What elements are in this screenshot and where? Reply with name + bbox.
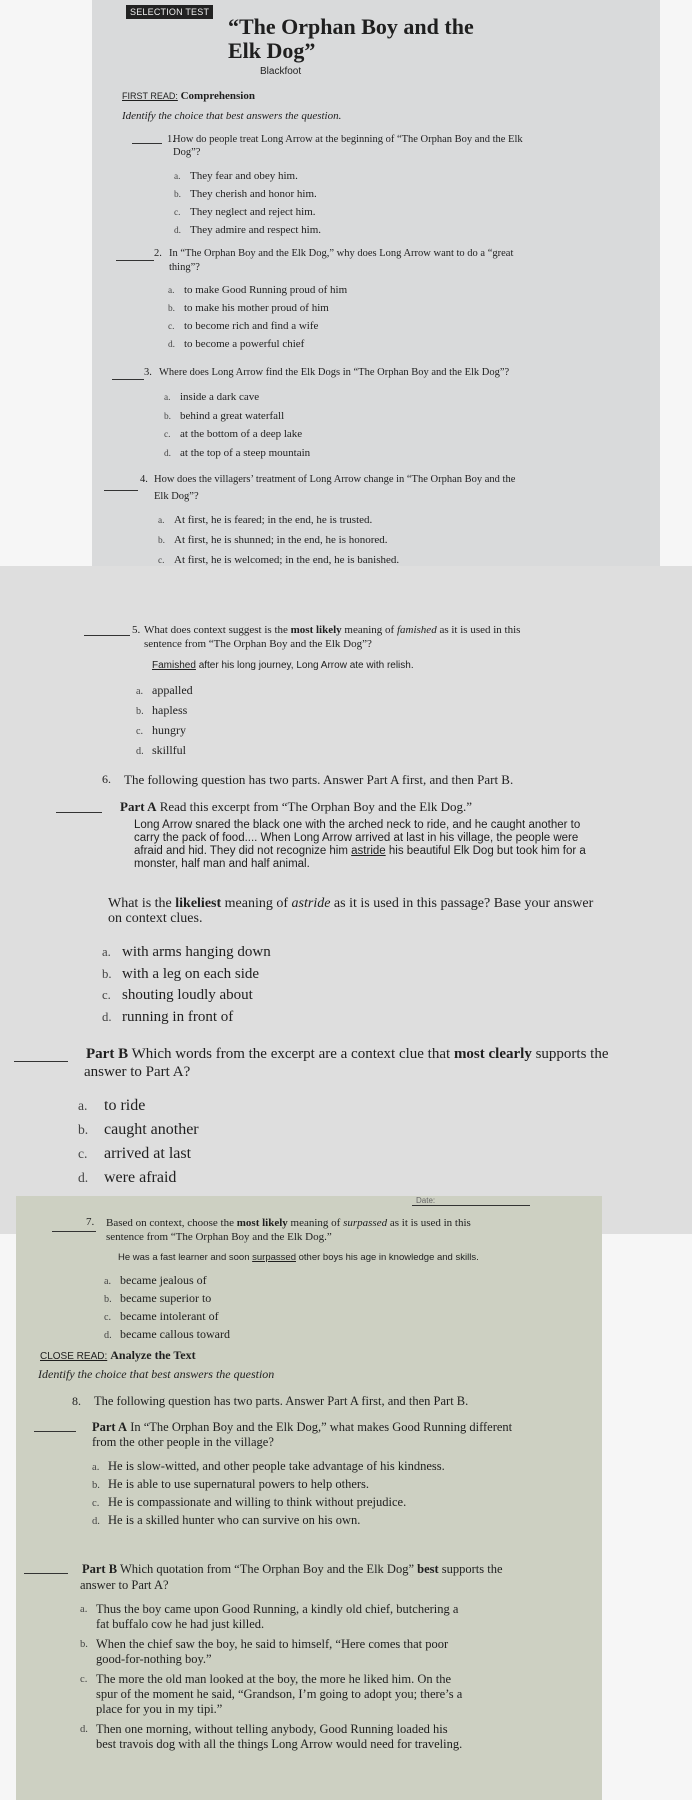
date-label: Date: [416,1196,436,1205]
option-7d[interactable]: d. became callous toward [104,1327,230,1341]
question-1-line1: How do people treat Long Arrow at the beginning of “The Orphan Boy and the Elk [173,134,523,145]
option-6a-b[interactable]: b. with a leg on each side [102,965,260,982]
worksheet-page-2 [0,566,692,1234]
question-5-options [136,681,193,761]
question-4-line2: Elk Dog”? [154,491,199,502]
question-6-part-b-options [78,1094,199,1190]
question-6-part-a-prompt-line2: on context clues. [108,911,203,926]
question-8-number: 8. [72,1394,81,1408]
question-2-options [168,282,347,354]
worksheet-page-1 [92,0,660,608]
option-8a-d[interactable]: d. He is a skilled hunter who can survive on his own. [92,1513,361,1527]
question-2-number: 2. [154,248,162,259]
question-8-part-a-options [92,1458,445,1530]
option-3c[interactable]: c. at the bottom of a deep lake [164,428,303,440]
question-7-options [104,1272,230,1344]
option-3b[interactable]: b. behind a great waterfall [164,409,285,422]
question-3-options [164,389,310,463]
option-8b-c[interactable]: c. The more the old man looked at the boy, the more he liked him. On the spur of the moment he said, “Grandson, I’m going to adopt you; there’s a place for you in my tipi.” [80,1672,463,1716]
worksheet-page-3 [16,1196,602,1800]
question-5-line2: sentence from “The Orphan Boy and the Elk Dog”? [144,638,372,650]
answer-blank-5[interactable] [84,634,130,636]
option-4c[interactable]: c. At first, he is welcomed; in the end, he is banished. [158,554,400,566]
option-5c[interactable]: c. hungry [136,723,186,737]
close-read-label: CLOSE READ: [40,1351,108,1362]
option-4b[interactable]: b. At first, he is shunned; in the end, he is honored. [158,534,388,546]
question-6-intro: The following question has two parts. Answer Part A first, and then Part B. [124,772,514,787]
option-8b-a[interactable]: a. Thus the boy came upon Good Running, a kindly old chief, butchering a fat buffalo cow he had just killed. [80,1602,459,1631]
answer-blank-7[interactable] [52,1230,96,1232]
selection-test-badge: SELECTION TEST [126,5,213,19]
option-6a-a[interactable]: a. with arms hanging down [102,944,271,960]
close-read-header [40,1348,196,1363]
question-2-line1: In “The Orphan Boy and the Elk Dog,” why does Long Arrow want to do a “great [169,248,514,259]
option-6b-c[interactable]: c. arrived at last [78,1145,192,1162]
answer-blank-4[interactable] [104,489,138,491]
option-5d[interactable]: d. skillful [136,743,187,757]
option-3d[interactable]: d. at the top of a steep mountain [164,446,311,459]
option-7c[interactable]: c. became intolerant of [104,1309,219,1323]
question-7-number: 7. [86,1216,95,1228]
question-7-excerpt: He was a fast learner and soon surpassed other boys his age in knowledge and skills. [118,1252,479,1263]
question-1-number: 1. [167,134,175,145]
option-6a-c[interactable]: c. shouting loudly about [102,987,253,1003]
question-5-number: 5. [132,624,141,636]
question-8-part-b-options [80,1602,462,1752]
answer-blank-6b[interactable] [14,1060,68,1062]
option-2c[interactable]: c. to become rich and find a wife [168,320,319,332]
answer-blank-6a[interactable] [56,811,102,813]
first-read-instruction: Identify the choice that best answers the question. [122,110,342,122]
question-3-line1: Where does Long Arrow find the Elk Dogs in “The Orphan Boy and the Elk Dog”? [159,367,510,378]
option-2d[interactable]: d. to become a powerful chief [168,338,305,350]
question-6-part-a: Part A Read this excerpt from “The Orphan Boy and the Elk Dog.” [120,799,472,814]
first-read-header [122,90,255,102]
question-6-part-b-line2: answer to Part A? [84,1064,191,1080]
option-7b[interactable]: b. became superior to [104,1291,212,1305]
question-6-excerpt: Long Arrow snared the black one with the arched neck to ride, and he caught another to carry the pack of food.... When Long Arrow arrived at last in his village, the people were afraid and hid. They did not recognize him astride his beautiful Elk Dog but took him for a monster, half man and half animal. [134,819,586,870]
question-4-line1: How does the villagers’ treatment of Long Arrow change in “The Orphan Boy and the [154,474,516,485]
question-5-line1: What does context suggest is the most likely meaning of famished as it is used in this [144,624,521,636]
question-8-part-b-line2: answer to Part A? [80,1578,169,1592]
question-2-line2: thing”? [169,262,200,273]
option-8b-b[interactable]: b. When the chief saw the boy, he said to himself, “Here comes that poor good-for-nothing boy.” [80,1637,449,1666]
option-5a[interactable]: a. appalled [136,683,193,697]
option-3a[interactable]: a. inside a dark cave [164,391,260,403]
option-6b-b[interactable]: b. caught another [78,1121,199,1138]
option-1a[interactable]: a. They fear and obey him. [174,170,298,182]
option-8a-a[interactable]: a. He is slow-witted, and other people take advantage of his kindness. [92,1459,445,1473]
question-8-part-b: Part B Which quotation from “The Orphan Boy and the Elk Dog” best supports the [82,1562,503,1576]
question-8-part-a-line2: from the other people in the village? [92,1435,274,1449]
option-4a[interactable]: a. At first, he is feared; in the end, he is trusted. [158,514,373,526]
question-6-part-a-options [102,942,271,1028]
question-6-number: 6. [102,772,111,786]
question-4-number: 4. [140,474,148,485]
option-7a[interactable]: a. became jealous of [104,1273,207,1287]
question-1-options [174,168,321,240]
answer-blank-1[interactable] [132,142,162,144]
option-6b-d[interactable]: d. were afraid [78,1169,177,1186]
first-read-label: FIRST READ: [122,91,178,101]
option-6a-d[interactable]: d. running in front of [102,1008,234,1025]
option-2a[interactable]: a. to make Good Running proud of him [168,284,348,296]
option-1d[interactable]: d. They admire and respect him. [174,224,322,236]
question-8-part-a: Part A In “The Orphan Boy and the Elk Dog,” what makes Good Running different [92,1420,513,1434]
option-8b-d[interactable]: d. Then one morning, without telling anybody, Good Running loaded his best travois dog with all the things Long Arrow would need for traveling. [80,1722,463,1751]
option-8a-c[interactable]: c. He is compassionate and willing to think without prejudice. [92,1495,407,1509]
question-1-line2: Dog”? [173,147,201,158]
option-1b[interactable]: b. They cherish and honor him. [174,188,317,200]
option-8a-b[interactable]: b. He is able to use supernatural powers to help others. [92,1477,370,1491]
question-5-excerpt: Famished after his long journey, Long Arrow ate with relish. [152,660,414,671]
question-8-intro: The following question has two parts. Answer Part A first, and then Part B. [94,1394,469,1408]
page-subtitle: Blackfoot [260,66,302,77]
close-read-heading: Analyze the Text [110,1348,196,1362]
question-7-line1: Based on context, choose the most likely meaning of surpassed as it is used in this [106,1217,471,1229]
answer-blank-8b[interactable] [24,1572,68,1574]
page-title-line1: “The Orphan Boy and the [228,14,474,39]
question-7-line2: sentence from “The Orphan Boy and the Elk Dog.” [106,1231,332,1243]
answer-blank-2[interactable] [116,259,154,261]
question-3-number: 3. [144,367,152,378]
question-6-part-a-prompt: What is the likeliest meaning of astride as it is used in this passage? Base your answer [108,896,594,911]
option-5b[interactable]: b. hapless [136,703,188,717]
option-2b[interactable]: b. to make his mother proud of him [168,302,329,314]
question-6-part-b: Part B Which words from the excerpt are a context clue that most clearly supports the [86,1046,609,1062]
close-read-instruction: Identify the choice that best answers the question [38,1367,275,1381]
first-read-heading: Comprehension [180,90,255,102]
option-1c[interactable]: c. They neglect and reject him. [174,206,316,218]
answer-blank-3[interactable] [112,378,144,380]
page-title-line2: Elk Dog” [228,38,316,63]
option-6b-a[interactable]: a. to ride [78,1097,146,1114]
date-field[interactable] [412,1204,530,1206]
answer-blank-8a[interactable] [34,1430,76,1432]
